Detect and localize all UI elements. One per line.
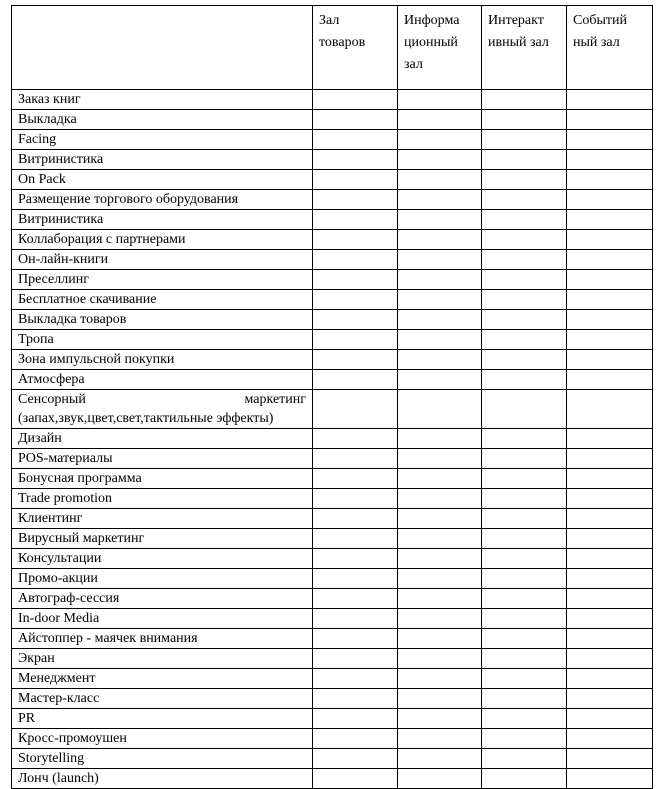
empty-cell[interactable] — [398, 509, 482, 529]
empty-cell[interactable] — [482, 729, 567, 749]
empty-cell[interactable] — [313, 569, 398, 589]
empty-cell[interactable] — [567, 210, 653, 230]
table-row — [12, 110, 653, 130]
empty-cell[interactable] — [567, 170, 653, 190]
row-label: Айстоппер - маячек внимания — [12, 629, 313, 649]
empty-cell[interactable] — [398, 210, 482, 230]
row-label: Он-лайн-книги — [12, 250, 313, 270]
table-row — [12, 569, 653, 589]
empty-cell[interactable] — [398, 729, 482, 749]
empty-cell[interactable] — [482, 210, 567, 230]
empty-cell[interactable] — [313, 489, 398, 509]
table-row — [12, 270, 653, 290]
table-row — [12, 370, 653, 390]
empty-cell[interactable] — [398, 310, 482, 330]
empty-cell[interactable] — [567, 330, 653, 350]
empty-cell[interactable] — [398, 330, 482, 350]
row-label: Размещение торгового оборудования — [12, 190, 313, 210]
empty-cell[interactable] — [567, 529, 653, 549]
empty-cell[interactable] — [482, 529, 567, 549]
empty-cell[interactable] — [482, 110, 567, 130]
empty-cell[interactable] — [567, 90, 653, 110]
empty-cell[interactable] — [482, 130, 567, 150]
table-row — [12, 130, 653, 150]
empty-cell[interactable] — [567, 549, 653, 569]
empty-cell[interactable] — [398, 469, 482, 489]
table-row — [12, 769, 653, 789]
empty-cell[interactable] — [567, 569, 653, 589]
table-row — [12, 589, 653, 609]
empty-cell[interactable] — [482, 330, 567, 350]
empty-cell[interactable] — [567, 489, 653, 509]
row-label: Коллаборация с партнерами — [12, 230, 313, 250]
empty-cell[interactable] — [482, 350, 567, 370]
empty-cell[interactable] — [398, 649, 482, 669]
table-row — [12, 709, 653, 729]
empty-cell[interactable] — [482, 150, 567, 170]
empty-cell[interactable] — [313, 90, 398, 110]
empty-cell[interactable] — [567, 150, 653, 170]
empty-cell[interactable] — [567, 250, 653, 270]
empty-cell[interactable] — [313, 749, 398, 769]
empty-cell[interactable] — [313, 350, 398, 370]
table-row — [12, 469, 653, 489]
empty-cell[interactable] — [313, 649, 398, 669]
row-label: Бесплатное скачивание — [12, 290, 313, 310]
empty-cell[interactable] — [313, 769, 398, 789]
row-label: Бонусная программа — [12, 469, 313, 489]
empty-cell[interactable] — [482, 609, 567, 629]
row-label: Facing — [12, 130, 313, 150]
table-row — [12, 310, 653, 330]
empty-cell[interactable] — [398, 150, 482, 170]
table-row — [12, 509, 653, 529]
row-label: Storytelling — [12, 749, 313, 769]
table-row — [12, 529, 653, 549]
header-cell-event-hall: Событий ный зал — [567, 6, 653, 90]
row-label: Зона импульсной покупки — [12, 350, 313, 370]
empty-cell[interactable] — [567, 749, 653, 769]
empty-cell[interactable] — [313, 390, 398, 429]
empty-cell[interactable] — [482, 90, 567, 110]
empty-cell[interactable] — [313, 469, 398, 489]
empty-cell[interactable] — [567, 649, 653, 669]
empty-cell[interactable] — [482, 370, 567, 390]
empty-cell[interactable] — [313, 609, 398, 629]
empty-cell[interactable] — [313, 130, 398, 150]
empty-cell[interactable] — [482, 769, 567, 789]
table-row — [12, 609, 653, 629]
empty-cell[interactable] — [482, 669, 567, 689]
empty-cell[interactable] — [313, 250, 398, 270]
empty-cell[interactable] — [398, 170, 482, 190]
row-label: Мастер-класс — [12, 689, 313, 709]
empty-cell[interactable] — [398, 130, 482, 150]
empty-cell[interactable] — [313, 729, 398, 749]
empty-cell[interactable] — [313, 290, 398, 310]
empty-cell[interactable] — [313, 529, 398, 549]
table-row — [12, 190, 653, 210]
empty-cell[interactable] — [482, 709, 567, 729]
empty-cell[interactable] — [567, 629, 653, 649]
table-row — [12, 689, 653, 709]
empty-cell[interactable] — [567, 729, 653, 749]
empty-cell[interactable] — [482, 310, 567, 330]
empty-cell[interactable] — [398, 90, 482, 110]
empty-cell[interactable] — [567, 350, 653, 370]
empty-cell[interactable] — [567, 689, 653, 709]
empty-cell[interactable] — [313, 310, 398, 330]
empty-cell[interactable] — [567, 130, 653, 150]
empty-cell[interactable] — [398, 370, 482, 390]
empty-cell[interactable] — [398, 589, 482, 609]
table-row — [12, 290, 653, 310]
empty-cell[interactable] — [482, 449, 567, 469]
table-row — [12, 250, 653, 270]
empty-cell[interactable] — [398, 110, 482, 130]
empty-cell[interactable] — [313, 589, 398, 609]
table-row — [12, 429, 653, 449]
empty-cell[interactable] — [567, 270, 653, 290]
empty-cell[interactable] — [398, 350, 482, 370]
empty-cell[interactable] — [398, 749, 482, 769]
empty-cell[interactable] — [313, 230, 398, 250]
row-label: Консультации — [12, 549, 313, 569]
row-label: Trade promotion — [12, 489, 313, 509]
empty-cell[interactable] — [313, 190, 398, 210]
empty-cell[interactable] — [567, 669, 653, 689]
empty-cell[interactable] — [482, 689, 567, 709]
table-row — [12, 649, 653, 669]
empty-cell[interactable] — [567, 190, 653, 210]
row-label: Менеджмент — [12, 669, 313, 689]
empty-cell[interactable] — [482, 549, 567, 569]
empty-cell[interactable] — [313, 449, 398, 469]
row-label: Витринистика — [12, 150, 313, 170]
empty-cell[interactable] — [398, 390, 482, 429]
empty-cell[interactable] — [313, 549, 398, 569]
empty-cell[interactable] — [398, 569, 482, 589]
empty-cell[interactable] — [567, 709, 653, 729]
header-cell-empty — [12, 6, 313, 90]
halls-matrix-table — [11, 5, 653, 789]
empty-cell[interactable] — [482, 290, 567, 310]
empty-cell[interactable] — [567, 290, 653, 310]
table-row — [12, 449, 653, 469]
empty-cell[interactable] — [398, 689, 482, 709]
empty-cell[interactable] — [398, 549, 482, 569]
row-label — [12, 390, 313, 429]
empty-cell[interactable] — [482, 629, 567, 649]
empty-cell[interactable] — [398, 290, 482, 310]
empty-cell[interactable] — [567, 370, 653, 390]
table-row — [12, 170, 653, 190]
empty-cell[interactable] — [398, 250, 482, 270]
empty-cell[interactable] — [482, 489, 567, 509]
row-label: Лонч (launch) — [12, 769, 313, 789]
row-label: In-door Media — [12, 609, 313, 629]
row-label: Экран — [12, 649, 313, 669]
table-row — [12, 489, 653, 509]
header-cell-info-hall: Информа ционный зал — [398, 6, 482, 90]
empty-cell[interactable] — [482, 190, 567, 210]
empty-cell[interactable] — [313, 270, 398, 290]
row-label: Витринистика — [12, 210, 313, 230]
empty-cell[interactable] — [482, 509, 567, 529]
empty-cell[interactable] — [567, 609, 653, 629]
empty-cell[interactable] — [313, 629, 398, 649]
empty-cell[interactable] — [313, 150, 398, 170]
row-label: PR — [12, 709, 313, 729]
empty-cell[interactable] — [398, 609, 482, 629]
table-row — [12, 749, 653, 769]
row-label: Преселлинг — [12, 270, 313, 290]
row-label: Выкладка товаров — [12, 310, 313, 330]
empty-cell[interactable] — [398, 489, 482, 509]
empty-cell[interactable] — [482, 250, 567, 270]
empty-cell[interactable] — [482, 569, 567, 589]
empty-cell[interactable] — [482, 270, 567, 290]
row-label: Тропа — [12, 330, 313, 350]
row-label: Промо-акции — [12, 569, 313, 589]
table-row — [12, 390, 653, 429]
row-label: Заказ книг — [12, 90, 313, 110]
empty-cell[interactable] — [482, 749, 567, 769]
empty-cell[interactable] — [482, 170, 567, 190]
empty-cell[interactable] — [313, 370, 398, 390]
header-cell-goods-hall: Зал товаров — [313, 6, 398, 90]
row-label: Вирусный маркетинг — [12, 529, 313, 549]
empty-cell[interactable] — [398, 769, 482, 789]
row-label: POS-материалы — [12, 449, 313, 469]
empty-cell[interactable] — [567, 310, 653, 330]
row-label: Кросс-промоушен — [12, 729, 313, 749]
empty-cell[interactable] — [313, 210, 398, 230]
empty-cell[interactable] — [398, 190, 482, 210]
empty-cell[interactable] — [482, 390, 567, 429]
empty-cell[interactable] — [313, 689, 398, 709]
empty-cell[interactable] — [482, 589, 567, 609]
empty-cell[interactable] — [567, 230, 653, 250]
table-row — [12, 230, 653, 250]
table-row — [12, 350, 653, 370]
table-row — [12, 549, 653, 569]
row-label-line: Сенсорный маркетинг — [18, 392, 306, 407]
empty-cell[interactable] — [567, 429, 653, 449]
row-label: Атмосфера — [12, 370, 313, 390]
header-row — [12, 6, 653, 90]
empty-cell[interactable] — [398, 669, 482, 689]
empty-cell[interactable] — [567, 509, 653, 529]
empty-cell[interactable] — [567, 589, 653, 609]
empty-cell[interactable] — [482, 469, 567, 489]
table-row — [12, 330, 653, 350]
empty-cell[interactable] — [313, 330, 398, 350]
table-row — [12, 629, 653, 649]
empty-cell[interactable] — [313, 170, 398, 190]
table-row — [12, 669, 653, 689]
empty-cell[interactable] — [567, 390, 653, 429]
empty-cell[interactable] — [398, 629, 482, 649]
empty-cell[interactable] — [398, 709, 482, 729]
empty-cell[interactable] — [482, 649, 567, 669]
empty-cell[interactable] — [313, 509, 398, 529]
empty-cell[interactable] — [482, 429, 567, 449]
empty-cell[interactable] — [567, 449, 653, 469]
empty-cell[interactable] — [482, 230, 567, 250]
row-label-line: (запах,звук,цвет,свет,тактильные эффекты) — [18, 411, 274, 426]
empty-cell[interactable] — [313, 669, 398, 689]
row-label: Дизайн — [12, 429, 313, 449]
table-row — [12, 90, 653, 110]
table-row — [12, 729, 653, 749]
row-label: Автограф-сессия — [12, 589, 313, 609]
row-label: Клиентинг — [12, 509, 313, 529]
table-row — [12, 210, 653, 230]
empty-cell[interactable] — [398, 449, 482, 469]
table-row — [12, 150, 653, 170]
empty-cell[interactable] — [313, 709, 398, 729]
empty-cell[interactable] — [398, 270, 482, 290]
empty-cell[interactable] — [567, 110, 653, 130]
empty-cell[interactable] — [398, 529, 482, 549]
row-label: On Pack — [12, 170, 313, 190]
row-label: Выкладка — [12, 110, 313, 130]
empty-cell[interactable] — [398, 429, 482, 449]
empty-cell[interactable] — [313, 110, 398, 130]
empty-cell[interactable] — [313, 429, 398, 449]
empty-cell[interactable] — [567, 469, 653, 489]
header-cell-interactive-hall: Интеракт ивный зал — [482, 6, 567, 90]
empty-cell[interactable] — [398, 230, 482, 250]
empty-cell[interactable] — [567, 769, 653, 789]
